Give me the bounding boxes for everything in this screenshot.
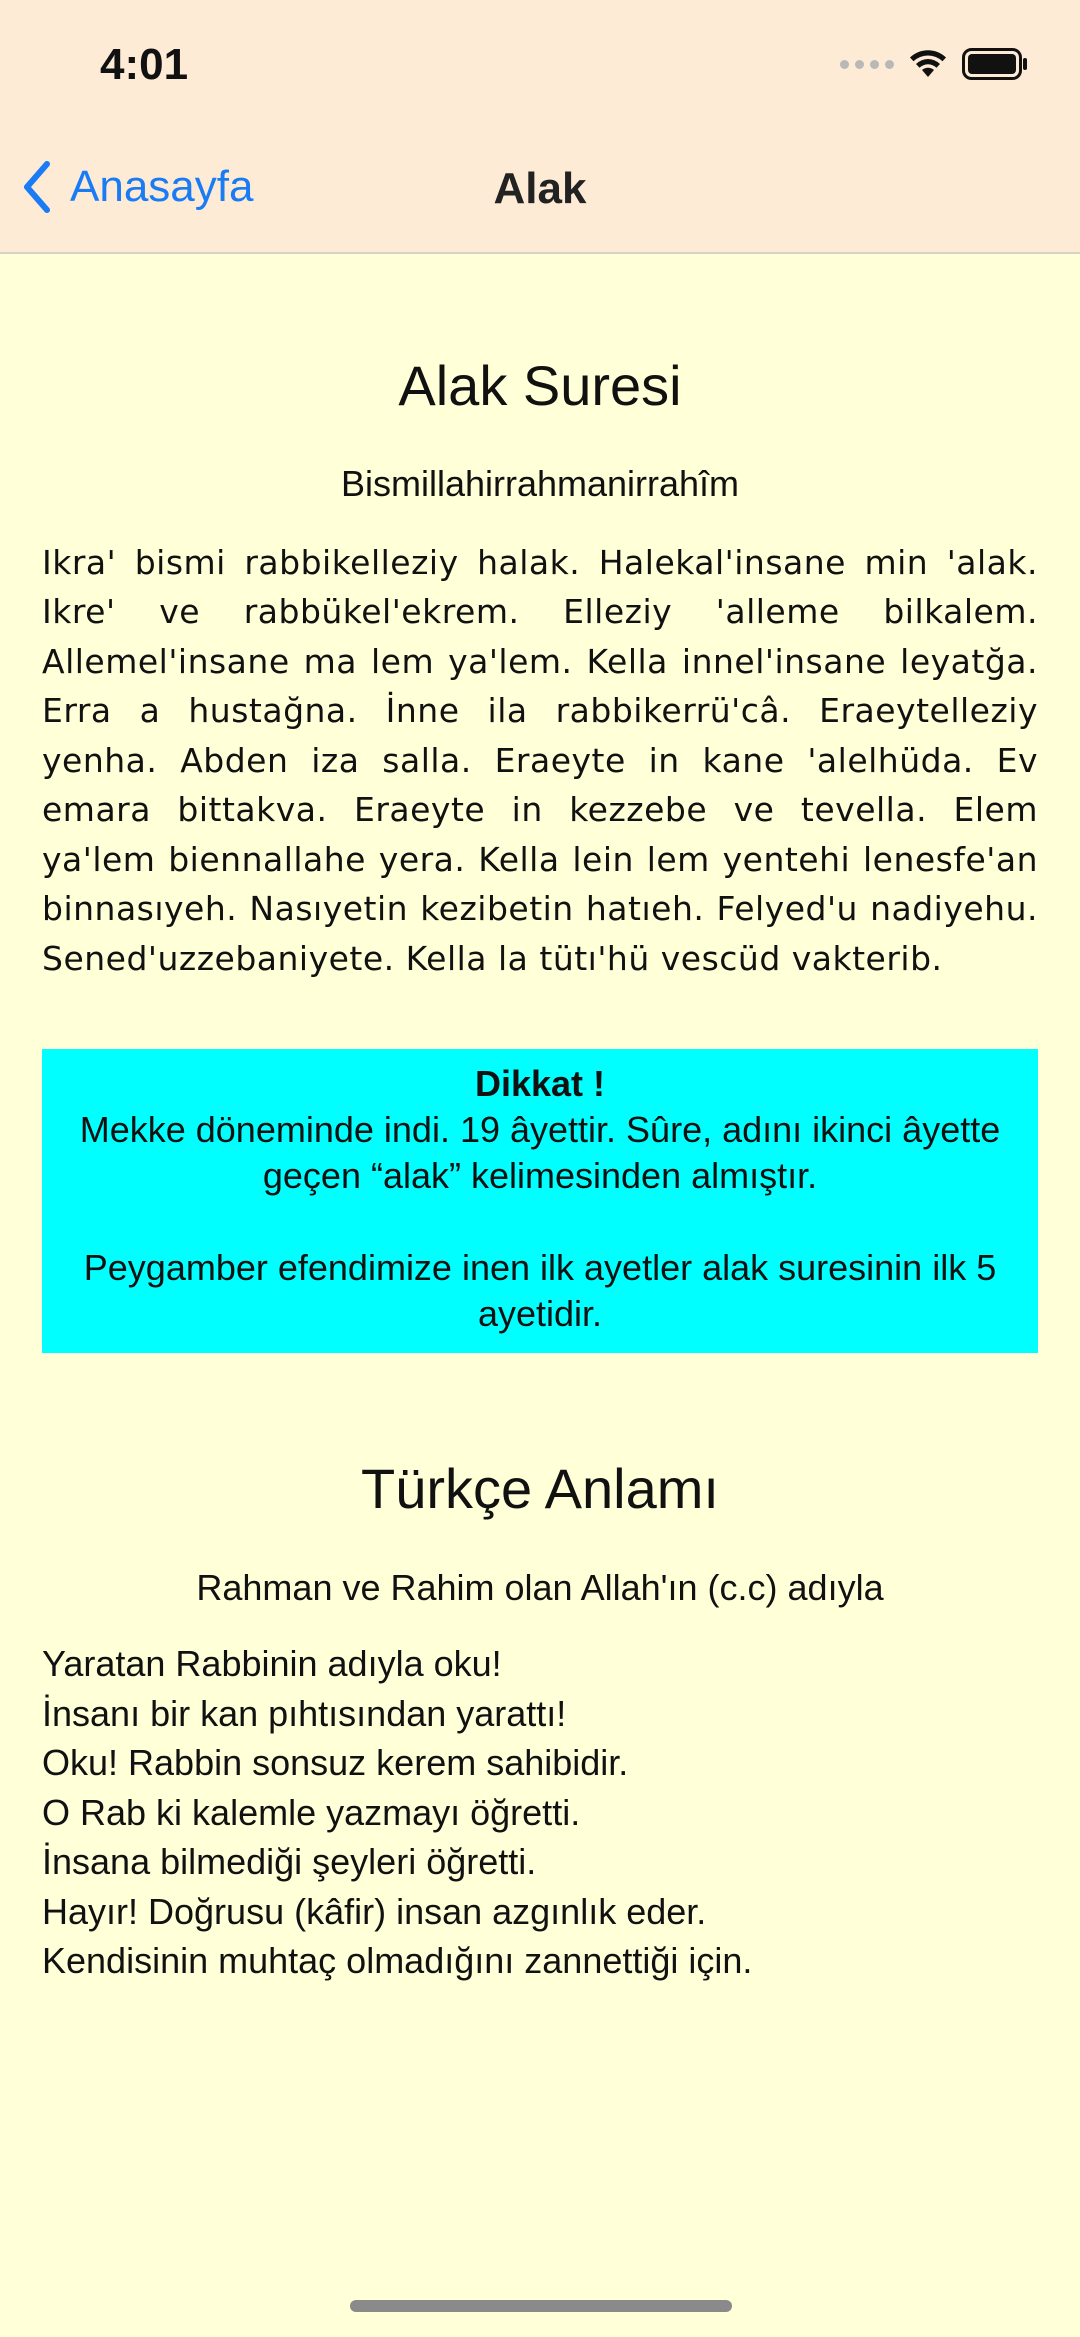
navigation-bar	[0, 0, 1080, 254]
status-time: 4:01	[100, 40, 189, 89]
back-button-label: Anasayfa	[70, 162, 254, 211]
back-button[interactable]	[22, 160, 253, 214]
notice-title: Dikkat !	[474, 1063, 606, 1105]
meaning-list	[42, 1639, 1038, 1986]
sura-title: Alak Suresi	[398, 354, 682, 417]
home-indicator[interactable]	[350, 2300, 732, 2312]
battery-icon	[962, 48, 1028, 80]
meaning-line: O Rab ki kalemle yazmayı öğretti.	[42, 1791, 581, 1833]
meaning-title: Türkçe Anlamı	[361, 1457, 719, 1521]
wifi-icon	[908, 49, 948, 79]
meaning-line: Yaratan Rabbinin adıyla oku!	[42, 1643, 502, 1685]
sura-transliteration: Ikra' bismi rabbikelleziy halak. Halekal'insane min 'alak. Ikre' ve rabbükel'ekrem. Elleziy 'alleme bilkalem. Allemel'insane ma lem ya'lem. Kella innel'insane leyatğa. Erra a hustağna. İnne ila rabbikerrü'câ. Eraeytelleziy yenha. Abden iza salla. Eraeyte in kane 'alelhüda. Ev emara bittakva. Eraeyte in kezzebe ve tevella. Elem ya'lem biennallahe yera. Kella lein lem yentehi lenesfe'an binnasıyeh. Nasıyetin kezibetin hatıeh. Felyed'u nadiyehu. Sened'uzzebaniyete. Kella la tütı'hü vescüd vakterib.	[42, 542, 1038, 978]
notice-paragraph-2: Peygamber efendimize inen ilk ayetler alak suresinin ilk 5 ayetidir.	[83, 1247, 997, 1335]
notice-box	[42, 1049, 1038, 1353]
meaning-line: İnsanı bir kan pıhtısından yarattı!	[42, 1692, 567, 1734]
basmala: Bismillahirrahmanirrahîm	[340, 463, 740, 505]
meaning-subtitle: Rahman ve Rahim olan Allah'ın (c.c) adıyla	[196, 1566, 884, 1608]
meaning-line: Oku! Rabbin sonsuz kerem sahibidir.	[42, 1742, 629, 1784]
meaning-line: Hayır! Doğrusu (kâfir) insan azgınlık eder.	[42, 1890, 707, 1932]
scroll-content[interactable]	[42, 252, 1038, 1986]
chevron-left-icon	[22, 160, 52, 214]
meaning-line: Kendisinin muhtaç olmadığını zannettiği için.	[42, 1940, 753, 1982]
page-title: Alak	[493, 164, 587, 213]
meaning-line: İnsana bilmediği şeyleri öğretti.	[42, 1841, 537, 1883]
notice-paragraph-1: Mekke döneminde indi. 19 âyettir. Sûre, adını ikinci âyette geçen “alak” kelimesinden almıştır.	[79, 1109, 1001, 1197]
status-icons	[840, 48, 1028, 80]
signal-dots-icon	[840, 60, 894, 69]
